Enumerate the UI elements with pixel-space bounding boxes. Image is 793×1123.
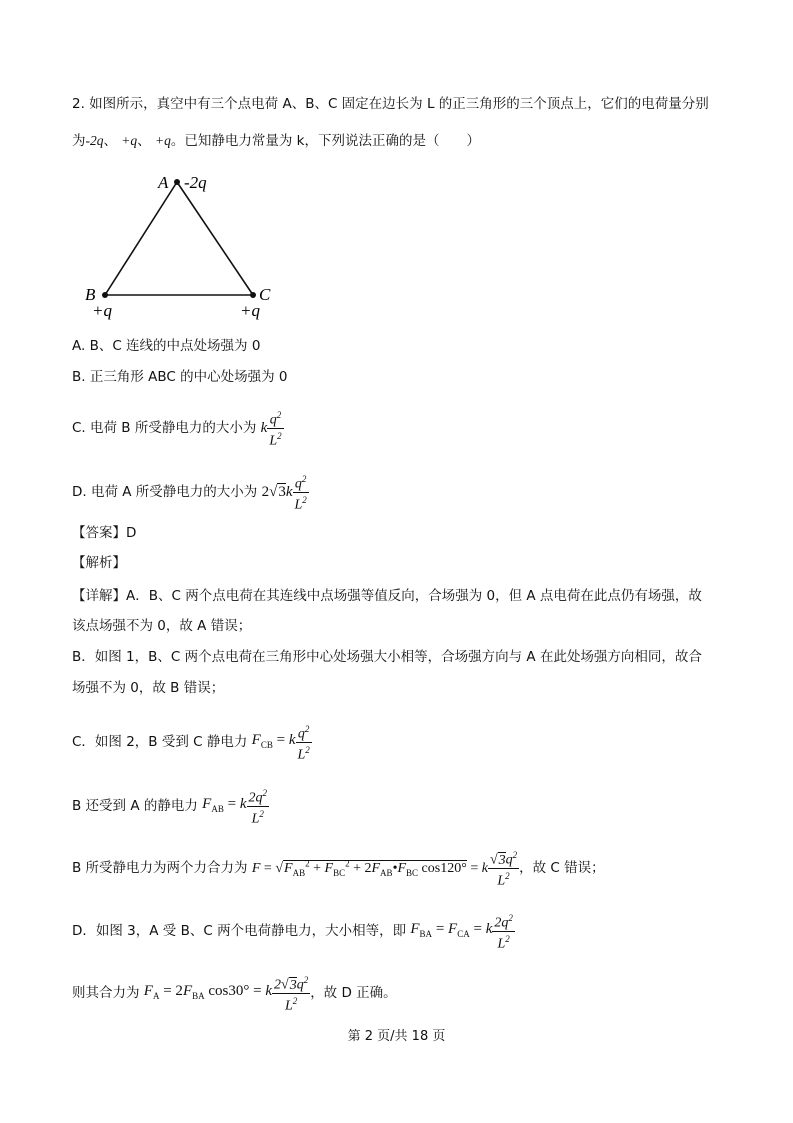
point-c	[250, 292, 256, 298]
triangle-figure	[80, 165, 290, 330]
solution-c-line-2: B 还受到 A 的静电力 $F_{AB} = k$ $\frac{2q^2}{L^2}$	[72, 788, 267, 827]
charge-3: +q	[154, 133, 171, 148]
solution-d-line-1: D．如图 3，A 受 B、C 两个电荷静电力，大小相等，即 $F_{BA} = F_{CA} = k$ $\frac{2q^2}{L^2}$	[72, 913, 513, 952]
fraction-c: $\frac{q^2}{L^2}$	[269, 410, 282, 449]
charge-a: -2q	[184, 173, 207, 192]
charge-1: -2q	[85, 133, 104, 148]
label-a: A	[158, 173, 169, 192]
solution-b-line-2: 场强不为 0，故 B 错误；	[72, 680, 225, 696]
charge-2: +q	[121, 133, 138, 148]
analysis-label: 【解析】	[72, 555, 126, 571]
side-ab	[105, 182, 177, 295]
fraction-d: $\frac{q^2}{L^2}$	[294, 474, 307, 513]
option-a: A. B、C 连线的中点处场强为 0	[72, 338, 261, 354]
charge-c: +q	[240, 301, 260, 320]
option-d: D. 电荷 A 所受静电力的大小为 2√3k $\frac{q^2}{L^2}$	[72, 474, 307, 513]
point-a	[174, 179, 180, 185]
label-b: B	[85, 285, 96, 304]
question-line-2: 为-2q、 +q、 +q。已知静电力常量为 k，下列说法正确的是（ ）	[72, 133, 480, 149]
charge-b: +q	[92, 301, 112, 320]
solution-c-line-3: B 所受静电力为两个力合力为 $F = √F_{AB}^2 + F_{BC}^2$ + $2F_{AB}•F_{BC}$ cos120° = k $\frac{√3q^2}{L^2}$ ，故 C 错误；	[72, 850, 605, 889]
answer-label: 【答案】D	[72, 525, 137, 541]
solution-a-line-2: 该点场强不为 0，故 A 错误；	[72, 618, 252, 634]
point-b	[102, 292, 108, 298]
solution-d-line-2: 则其合力为 $F_A = 2F_{BA}$ cos30° = k $\frac{2√3q^2}{L^2}$ ，故 D 正确。	[72, 975, 397, 1014]
label-c: C	[259, 285, 271, 304]
solution-a-line-1: 【详解】A．B、C 两个点电荷在其连线中点场强等值反向，合场强为 0，但 A 点电荷在此点仍有场强，故	[72, 588, 702, 604]
option-c: C. 电荷 B 所受静电力的大小为 k $\frac{q^2}{L^2}$	[72, 410, 282, 449]
question-line-1: 2. 如图所示，真空中有三个点电荷 A、B、C 固定在边长为 L 的正三角形的三个顶点上，它们的电荷量分别	[72, 96, 709, 112]
option-b: B. 正三角形 ABC 的中心处场强为 0	[72, 369, 288, 385]
side-ac	[177, 182, 253, 295]
page-footer: 第 2 页/共 18 页	[347, 1029, 446, 1044]
solution-c-line-1: C．如图 2，B 受到 C 静电力 $F_{CB} = k$ $\frac{q^2}{L^2}$	[72, 724, 310, 763]
solution-b-line-1: B．如图 1，B、C 两个点电荷在三角形中心处场强大小相等，合场强方向与 A 在此处场强方向相同，故合	[72, 649, 702, 665]
